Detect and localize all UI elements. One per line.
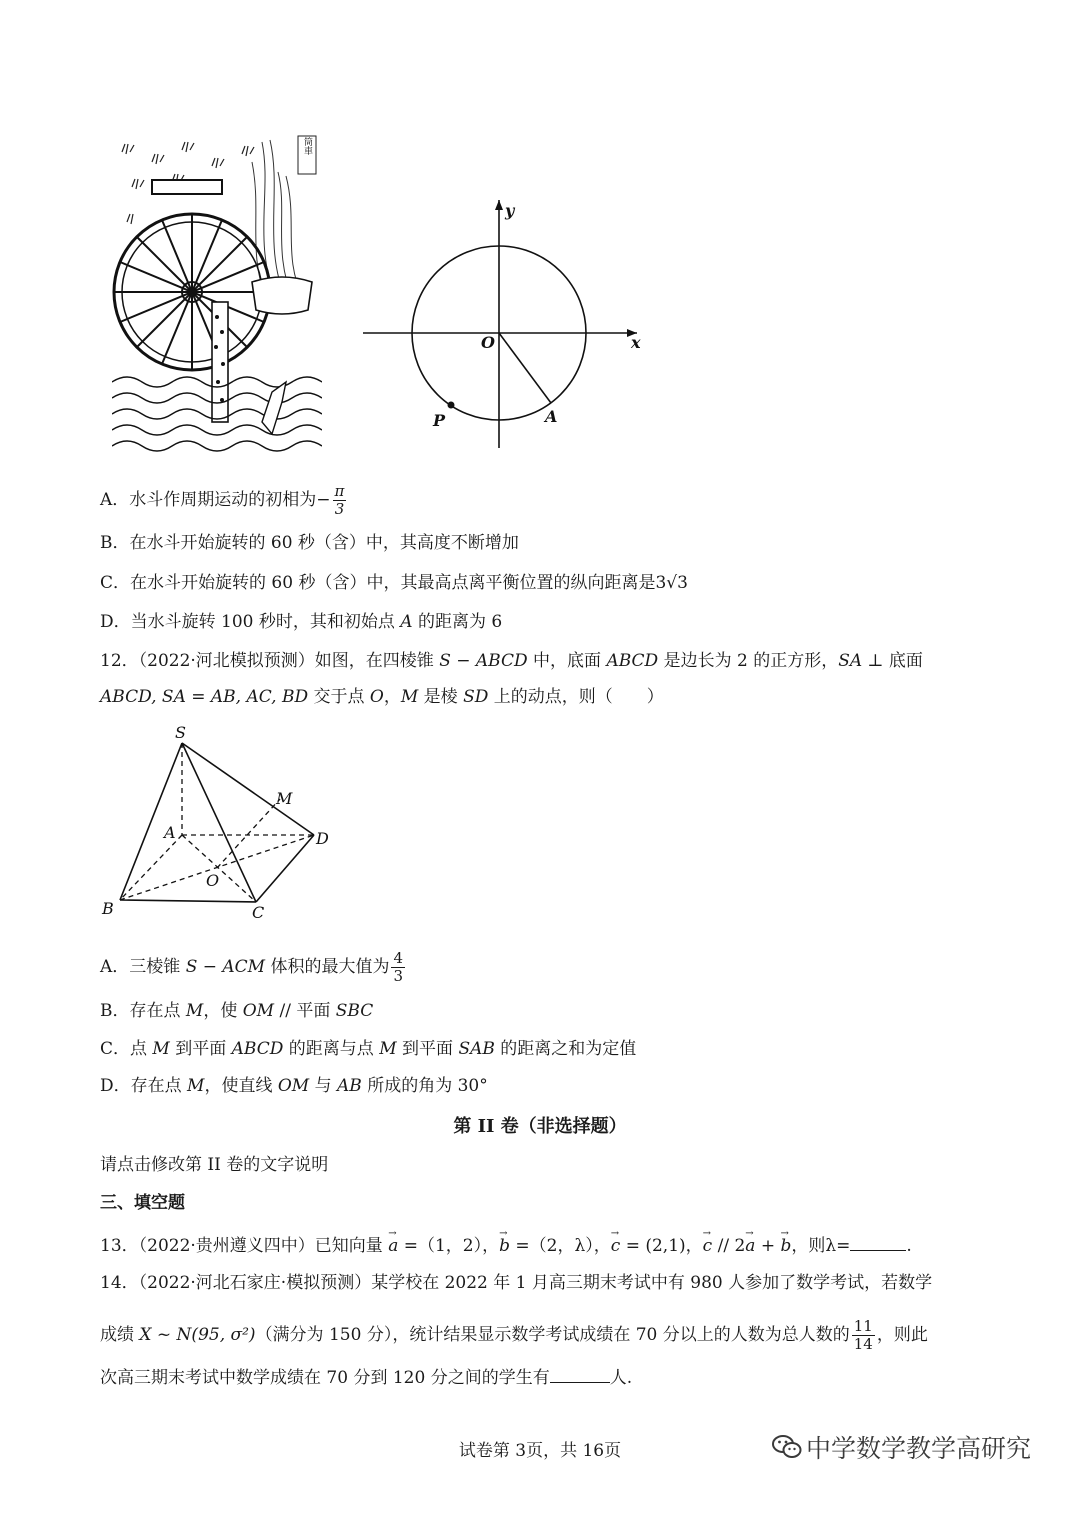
q12-l2-v3: M — [400, 687, 419, 707]
q14-l2-pre: 成绩 — [100, 1325, 140, 1345]
wechat-icon — [772, 1434, 802, 1466]
section-ii-title: 第 II 卷（非选择题） — [453, 1116, 627, 1137]
q12-c-pre: C．点 — [100, 1039, 153, 1059]
q12-l1-mid2: 是边长为 2 的正方形， — [658, 651, 839, 671]
q12-l2-v1: ABCD, SA = AB, AC, BD — [100, 687, 309, 707]
q12-a-den: 3 — [393, 967, 404, 985]
vector-a-2: → a — [745, 1235, 755, 1257]
q12-c-v4: SAB — [458, 1039, 495, 1059]
q13-end: . — [906, 1236, 912, 1256]
water-wheel-woodcut — [112, 132, 322, 454]
q14-line3 — [100, 1366, 632, 1389]
q13-c-val: = (2,1)， — [620, 1236, 703, 1256]
point-o-label: O — [206, 871, 220, 890]
q14-l2-mid: （满分为 150 分），统计结果显示数学考试成绩在 70 分以上的人数为总人数的 — [255, 1325, 850, 1345]
q12-b-v2: OM — [242, 1001, 275, 1021]
q12-d-mid: ，使直线 — [204, 1076, 278, 1096]
q13-a-val: =（1，2）， — [398, 1236, 500, 1256]
q12-l1-pre: 12．（2022·河北模拟预测）如图，在四棱锥 — [100, 651, 440, 671]
q12-l2-mid3: 是棱 — [418, 687, 464, 707]
q11-option-c-text: C．在水斗开始旋转的 60 秒（含）中，其最高点离平衡位置的纵向距离是 — [100, 573, 656, 593]
q12-a-pre: A．三棱锥 — [100, 957, 186, 977]
q12-c-v2: ABCD — [231, 1039, 284, 1059]
q12-d-v3: AB — [337, 1076, 362, 1096]
q12-d-post: 所成的角为 30° — [361, 1076, 488, 1096]
q12-c-mid3: 到平面 — [396, 1039, 459, 1059]
q12-l1-post: 底面 — [883, 651, 923, 671]
q14-frac-num: 11 — [853, 1317, 873, 1335]
pyramid-diagram — [98, 720, 338, 925]
q14-line2 — [100, 1318, 928, 1353]
vector-b-2: → b — [780, 1235, 791, 1257]
q11-d-post: 的距离为 6 — [412, 612, 503, 632]
q12-option-b — [100, 1000, 373, 1022]
q12-b-v1: M — [185, 1001, 204, 1021]
q12-l2-mid2: ， — [383, 687, 401, 707]
q11-option-a — [100, 483, 348, 518]
vertex-d-label: D — [316, 829, 329, 848]
q11-option-a-text: A．水斗作周期运动的初相为− — [100, 490, 331, 510]
q11-option-c — [100, 572, 688, 594]
q12-l2-post: 上的动点，则（ ） — [488, 687, 664, 707]
q12-c-v3: M — [379, 1039, 397, 1059]
q12-a-post: 体积的最大值为 — [265, 957, 390, 977]
q12-c-v1: M — [152, 1039, 170, 1059]
q12-d-mid2: 与 — [309, 1076, 338, 1096]
q11-option-b: B．在水斗开始旋转的 60 秒（含）中，其高度不断增加 — [100, 533, 519, 553]
vector-c: → c — [611, 1235, 621, 1257]
q12-d-pre: D．存在点 — [100, 1076, 188, 1096]
vertex-a-label: A — [164, 823, 176, 842]
q12-b-v3: SBC — [335, 1001, 374, 1021]
q12-option-c — [100, 1038, 636, 1060]
q13-stem — [100, 1234, 912, 1257]
q12-l2-v4: SD — [463, 687, 489, 707]
q13-pre: 13．（2022·贵州遵义四中）已知向量 — [100, 1236, 389, 1256]
q12-stem-line1 — [100, 650, 923, 672]
q12-b-pre: B．存在点 — [100, 1001, 186, 1021]
q12-c-mid2: 的距离与点 — [283, 1039, 380, 1059]
q14-l3-post: 人. — [609, 1368, 633, 1388]
origin-label: O — [481, 333, 495, 352]
page-footer: 试卷第 3页，共 16页 — [458, 1441, 622, 1461]
woodcut-label: 筒車 — [302, 137, 312, 155]
point-m-label: M — [276, 789, 293, 808]
q12-c-post: 的距离之和为定值 — [494, 1039, 637, 1059]
vector-b: → b — [499, 1235, 510, 1257]
q12-b-mid: ，使 — [203, 1001, 243, 1021]
q11-option-a-fraction — [333, 483, 347, 518]
section-ii-note[interactable]: 请点击修改第 II 卷的文字说明 — [100, 1155, 329, 1175]
watermark-text: 中学数学教学高研究 — [806, 1434, 1032, 1463]
q14-l3-pre: 次高三期末考试中数学成绩在 70 分到 120 分之间的学生有 — [100, 1368, 550, 1388]
q14-l2-var: X ~ N(95, σ²) — [139, 1325, 256, 1345]
q11-a-frac-den: 3 — [334, 500, 345, 518]
radius-oa — [499, 333, 551, 403]
point-p-label: P — [433, 411, 446, 430]
q12-b-post: // 平面 — [274, 1001, 336, 1021]
vertex-s-label: S — [175, 723, 186, 742]
q12-option-d — [100, 1075, 488, 1097]
x-axis-label: x — [631, 333, 641, 352]
q12-stem-line2 — [100, 686, 664, 708]
q11-option-c-value: 3√3 — [655, 573, 688, 593]
q14-answer-blank[interactable] — [550, 1366, 610, 1383]
q12-a-num: 4 — [393, 949, 404, 967]
q14-frac-den: 14 — [853, 1335, 873, 1353]
q14-fraction — [852, 1318, 875, 1353]
vertex-c-label: C — [252, 903, 265, 922]
q12-l1-mid: 中，底面 — [527, 651, 607, 671]
q11-d-pre: D．当水斗旋转 100 秒时，其和初始点 — [100, 612, 401, 632]
q12-d-v1: M — [187, 1076, 205, 1096]
watermark — [772, 1429, 1031, 1466]
q13-post: ，则λ= — [791, 1236, 851, 1256]
q12-a-fraction — [391, 950, 405, 985]
q13-b-val: =（2，λ）， — [510, 1236, 611, 1256]
q12-l1-v2: ABCD — [606, 651, 659, 671]
q12-a-var: S − ACM — [185, 957, 266, 977]
q14-l2-post: ，则此 — [876, 1325, 928, 1345]
q13-answer-blank[interactable] — [850, 1234, 906, 1251]
point-a-label: A — [545, 407, 558, 426]
q11-option-d — [100, 611, 502, 633]
vector-a: → a — [388, 1235, 398, 1257]
y-axis-label: y — [505, 201, 515, 220]
q12-l1-v1: S − ABCD — [439, 651, 528, 671]
q12-l1-v3: SA ⊥ — [838, 651, 884, 671]
point-p-dot — [448, 402, 455, 409]
q13-plus: + — [755, 1236, 781, 1256]
q12-c-mid: 到平面 — [169, 1039, 232, 1059]
q12-option-a — [100, 950, 407, 985]
q11-a-frac-num: π — [334, 482, 345, 500]
q12-l2-mid: 交于点 — [308, 687, 370, 707]
q12-l2-v2: O — [369, 687, 384, 707]
q11-d-var: A — [400, 612, 413, 632]
fill-in-heading: 三、填空题 — [100, 1193, 185, 1213]
vertex-b-label: B — [102, 899, 114, 918]
q14-line1: 14．（2022·河北石家庄·模拟预测）某学校在 2022 年 1 月高三期末考试中有 980 人参加了数学考试，若数学 — [100, 1273, 933, 1293]
q13-par: // 2 — [712, 1236, 746, 1256]
q12-d-v2: OM — [277, 1076, 310, 1096]
circle-coordinate-diagram — [355, 190, 655, 455]
vector-c-2: → c — [703, 1235, 713, 1257]
